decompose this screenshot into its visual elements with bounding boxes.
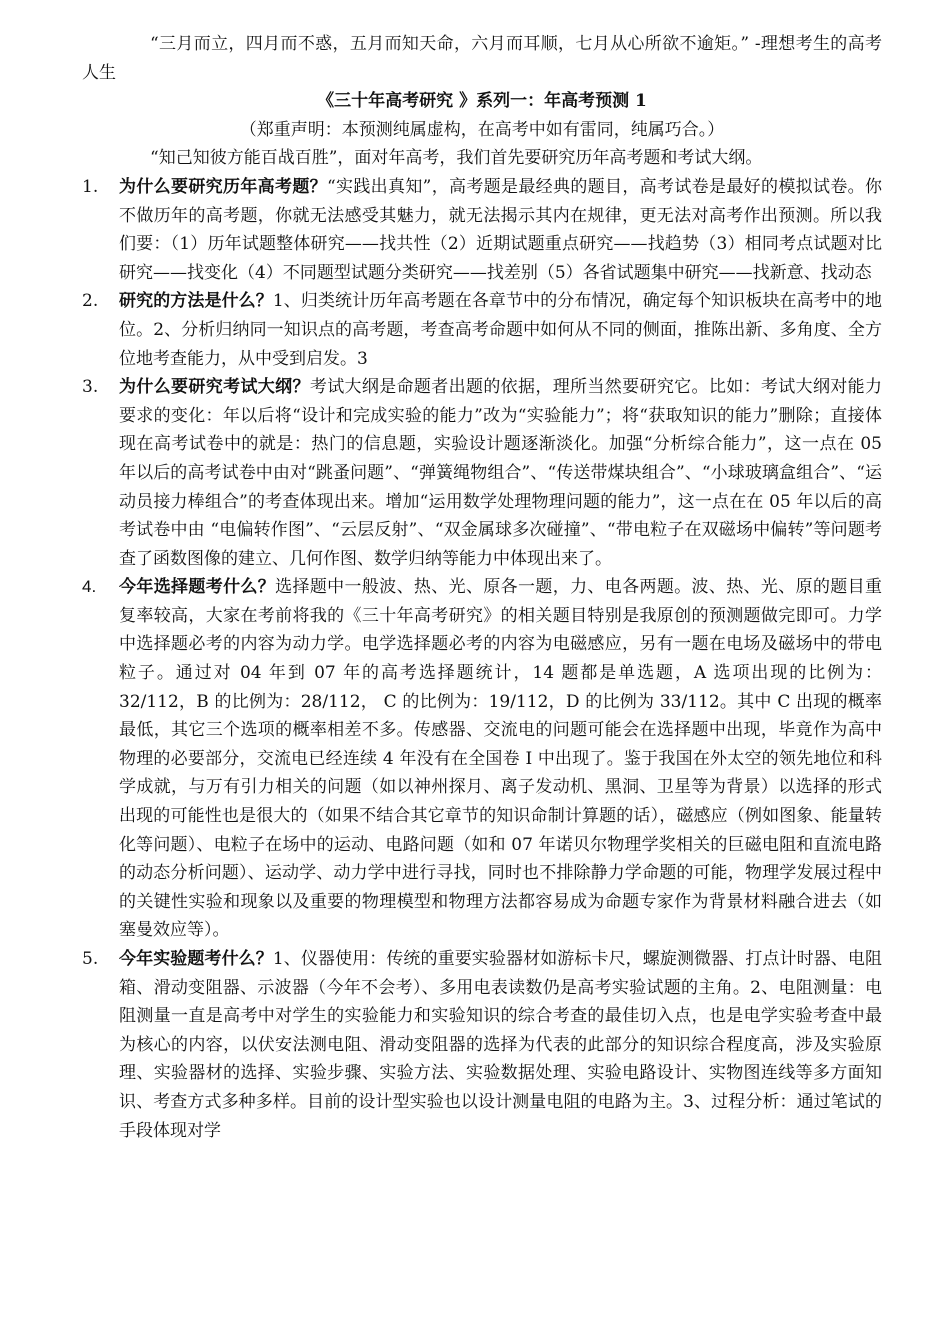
item-text: 选择题中一般波、热、光、原各一题，力、电各两题。波、热、光、原的题目重复率较高，大家在考前将我的《三十年高考研究》的相关题目特别是我原创的预测题做完即可。力学中选择题必考的内容为动力学。电学选择题必考的内容为电磁感应，另有一题在电场及磁场中的带电粒子。通过对 04 年到 07 年的高考选择题统计，14 题都是单选题，A 选项出现的比例为：32/112，B 的比例为：28/112， C 的比例为：19/112，D 的比例为 33/112。其中 C 出现的概率最低，其它三个选项的概率相差不多。传感器、交流电的问题可能会在选择题中出现，毕竟作为高中物理的必要部分，交流电已经连续 4 年没有在全国卷 I 中出现了。鉴于我国在外太空的领先地位和科学成就，与万有引力相关的问题（如以神州探月、离子发动机、黑洞、卫星等为背景）以选择的形式出现的可能性也是很大的（如果不结合其它章节的知识命制计算题的话），磁感应（例如图象、能量转化等问题）、电粒子在场中的运动、电路问题（如和 07 年诺贝尔物理学奖相关的巨磁电阻和直流电路的动态分析问题）、运动学、动力学中进行寻找，同时也不排除静力学命题的可能，物理学发展过程中的关键性实验和现象以及重要的物理模型和物理方法都容易成为命题专家作为背景材料融合进去（如塞曼效应等）。 (119, 577, 882, 941)
document-page (82, 30, 882, 1145)
list-item-3 (82, 373, 882, 573)
item-number: 2. (82, 291, 99, 312)
list-item-2 (82, 287, 882, 373)
item-text: 1、归类统计历年高考题在各章节中的分布情况，确定每个知识板块在高考中的地位。2、分析归纳同一知识点的高考题，考查高考命题中如何从不同的侧面，推陈出新、多角度、全方位地考查能力，从中受到启发。3 (119, 291, 882, 369)
item-text: “实践出真知”，高考题是最经典的题目，高考试卷是最好的模拟试卷。你不做历年的高考题，你就无法感受其魅力，就无法揭示其内在规律，更无法对高考作出预测。所以我们要：（1）历年试题整体研究——找共性（2）近期试题重点研究——找趋势（3）相同考点试题对比研究——找变化（4）不同题型试题分类研究——找差别（5）各省试题集中研究——找新意、找动态 (119, 176, 882, 283)
item-question: 今年实验题考什么？ (119, 949, 273, 969)
item-question: 今年选择题考什么？ (119, 577, 276, 598)
item-text: 1、仪器使用：传统的重要实验器材如游标卡尺，螺旋测微器、打点计时器、电阻箱、滑动变阻器、示波器（今年不会考）、多用电表读数仍是高考实验试题的主角。2、电阻测量：电阻测量一直是高考中对学生的实验能力和实验知识的综合考查的最佳切入点，也是电学实验考查中最为核心的内容，以伏安法测电阻、滑动变阻器的选择为代表的此部分的知识综合程度高，涉及实验原理、实验器材的选择、实验步骤、实验方法、实验数据处理、实验电路设计、实物图连线等多方面知识、考查方式多种多样。目前的设计型实验也以设计测量电阻的电路为主。3、过程分析：通过笔试的手段体现对学 (119, 949, 882, 1141)
list-item-4 (82, 573, 882, 945)
item-number: 5. (82, 949, 99, 969)
item-text: 考试大纲是命题者出题的依据，理所当然要研究它。比如：考试大纲对能力要求的变化：年以后将“设计和完成实验的能力”改为“实验能力”；将“获取知识的能力”删除；直接体现在高考试卷中的就是：热门的信息题，实验设计题逐渐淡化。加强“分析综合能力”，这一点在 05 年以后的高考试卷中由对“跳蚤问题”、“弹簧绳物组合”、“传送带煤块组合”、“小球玻璃盒组合”、“运动员接力棒组合”的考查体现出来。增加“运用数学处理物理问题的能力”，这一点在在 05 年以后的高考试卷中由 “电偏转作图”、“云层反射”、“双金属球多次碰撞”、“带电粒子在双磁场中偏转”等问题考查了函数图像的建立、几何作图、数学归纳等能力中体现出来了。 (119, 377, 883, 569)
item-question: 研究的方法是什么？ (119, 291, 273, 312)
list-item-1 (82, 173, 882, 287)
declaration: （郑重声明：本预测纯属虚构，在高考中如有雷同，纯属巧合。） (239, 119, 725, 140)
item-number: 3. (82, 377, 99, 398)
intro-paragraph: “知己知彼方能百战百胜”，面对年高考，我们首先要研究历年高考题和考试大纲。 (150, 148, 763, 169)
document-title: 《三十年高考研究 》系列一：年高考预测 1 (317, 91, 647, 112)
item-question: 为什么要研究考试大纲？ (119, 377, 310, 398)
item-number: 1. (82, 176, 99, 197)
list-item-5 (82, 945, 882, 1145)
item-number: 4. (82, 577, 97, 597)
item-question: 为什么要研究历年高考题？ (119, 176, 327, 197)
opening-quote: “三月而立，四月而不惑，五月而知天命，六月而耳顺，七月从心所欲不逾矩。” -理想考生的高考人生 (82, 34, 882, 83)
